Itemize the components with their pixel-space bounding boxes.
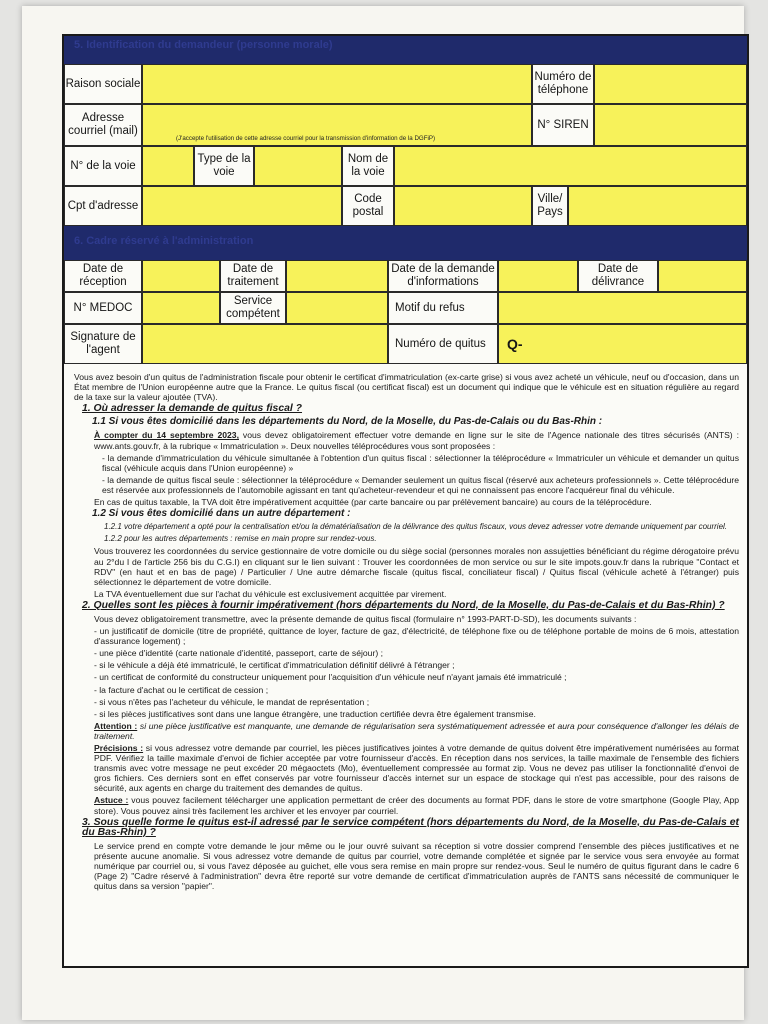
code-postal-label: Code postal — [342, 186, 394, 226]
ville-pays-field[interactable] — [568, 186, 747, 226]
piece-domicile: - un justificatif de domicile (titre de propriété, quittance de loyer, facture de gaz, d'électricité, de téléphone fixe ou de téléphone portable de moins de 6 mois, attestation d'assurance logement) ; — [94, 626, 739, 647]
admin-section-header — [64, 226, 747, 260]
admin-section-title: 6. Cadre réservé à l'administration — [74, 235, 254, 247]
date-reception-field[interactable] — [142, 260, 220, 292]
question-1-2-heading: 1.2 Si vous êtes domicilié dans un autre département : — [92, 508, 351, 520]
piece-certificat-etranger: - si le véhicule a déjà été immatriculé, le certificat d'immatriculation définitif délivré à l'étranger ; — [94, 660, 455, 671]
identity-section-title: 5. Identification du demandeur (personne morale) — [74, 39, 333, 51]
cpt-adresse-field[interactable] — [142, 186, 342, 226]
piece-conformite: - un certificat de conformité du constructeur uniquement pour l'acquisition d'un véhicule neuf n'ayant jamais été immatriculé ; — [94, 672, 567, 683]
question-3-body: Le service prend en compte votre demande le jour même ou le jour ouvré suivant sa réception si votre dossier comprend l'ensemble des pièces justificatives et ne présente aucune anomalie. Si vous adressez votre demande de quitus par courriel, votre demande complétée et signée par le service vous sera envoyée au format numérique par courriel ou, si vous l'avez déposée au guichet, elle vous sera remise en main propre sur rendez-vous. Seul le numéro de quitus figurant dans le cadre 6 (Page 2) "Cadre réservé à l'administration" devra être reporté sur votre demande de certificat d'immatriculation auprès de l'ANTS sans nécessité de communiquer le quitus dans sa version "papier". — [94, 840, 739, 892]
date-traitement-label: Date de traitement — [220, 260, 286, 292]
astuce-paragraph: Astuce : vous pouvez facilement télécharger une application permettant de créer des documents au format PDF, dans le store de votre smartphone (Google Play, App store). Vous pouvez ainsi très facilement les archiver et les envoyer par courriel. — [94, 795, 739, 816]
courriel-label: Adresse courriel (mail) — [64, 104, 142, 146]
service-competent-label: Service compétent — [220, 292, 286, 324]
coordonnees-paragraph: Vous trouverez les coordonnées du service gestionnaire de votre domicile ou du siège social (personnes morales non assujetties bénéficiant du régime dérogatoire prévu au 2°du I de l'article 256 bis du C.G.I) en cliquant sur le lien suivant : Trouver les coordonnées de mon service ou sur le site impots.gouv.fr dans la rubrique "Contact et RDV" (en haut et en bas de page) / Particulier / Une autre démarche fiscale (quitus fiscal, conciliateur fiscal) / Quitus fiscal (véhicule acheté à l'étranger) puis sélectionnez le département de votre domicile. — [94, 546, 739, 587]
siren-field[interactable] — [594, 104, 747, 146]
teleprocedure-2: - la demande de quitus fiscal seule : sélectionner la téléprocédure « Demander seulement un quitus fiscal (réservé aux acheteurs professionnels ». Cette téléprocédure est réservée aux professionnels de l'automobile agissant en tant qu'acheteur-revendeur et qui ne connaissent pas encore l'acquéreur final du véhicule. — [102, 474, 739, 495]
numero-voie-field[interactable] — [142, 146, 194, 186]
date-demande-info-label: Date de la demande d'informations — [388, 260, 498, 292]
raison-sociale-field[interactable] — [142, 64, 532, 104]
numero-quitus-label: Numéro de quitus — [388, 324, 498, 364]
date-delivrance-label: Date de délivrance — [578, 260, 658, 292]
piece-facture: - la facture d'achat ou le certificat de cession ; — [94, 684, 269, 695]
medoc-label: N° MEDOC — [64, 292, 142, 324]
numero-quitus-field[interactable]: Q- — [498, 324, 747, 364]
identity-section-header — [64, 36, 747, 64]
piece-identite: - une pièce d'identité (carte nationale d'identité, passeport, carte de séjour) ; — [94, 648, 383, 659]
motif-refus-label: Motif du refus — [388, 292, 498, 324]
case-1-2-2: 1.2.2 pour les autres départements : remise en main propre sur rendez-vous. — [104, 534, 377, 544]
teleprocedure-1: - la demande d'immatriculation du véhicule simultanée à l'obtention d'un quitus fiscal : sélectionner la téléprocédure « Immatriculer un véhicule et demander un quitus fiscal (véhicule acquis dans l'Union européenne) » — [102, 452, 739, 473]
siren-label: N° SIREN — [532, 104, 594, 146]
signature-agent-field[interactable] — [142, 324, 388, 364]
date-demande-info-field[interactable] — [498, 260, 578, 292]
piece-traduction: - si les pièces justificatives sont dans une langue étrangère, une traduction certifiée devra être également transmise. — [94, 708, 536, 719]
nom-voie-field[interactable] — [394, 146, 747, 186]
courriel-consent-note: (J'accepte l'utilisation de cette adresse courriel pour la transmission d'information de la DGFiP) — [176, 135, 436, 142]
attention-paragraph: Attention : si une pièce justificative est manquante, une demande de régularisation sera systématiquement adressée et aura pour conséquence d'allonger les délais de traitement. — [94, 720, 739, 741]
signature-agent-label: Signature de l'agent — [64, 324, 142, 364]
question-1-heading: 1. Où adresser la demande de quitus fiscal ? — [82, 403, 303, 415]
type-voie-label: Type de la voie — [194, 146, 254, 186]
raison-sociale-label: Raison sociale — [64, 64, 142, 104]
tva-virement-paragraph: La TVA éventuellement due sur l'achat du véhicule est exclusivement acquittée par virement. — [94, 588, 447, 599]
date-lead: À compter du 14 septembre 2023, — [94, 430, 239, 441]
code-postal-field[interactable] — [394, 186, 532, 226]
pieces-intro: Vous devez obligatoirement transmettre, avec la présente demande de quitus fiscal (formulaire n° 1993-PART-D-SD), les documents suivants : — [94, 613, 637, 624]
ville-pays-label: Ville/ Pays — [532, 186, 568, 226]
precisions-paragraph: Précisions : si vous adressez votre demande par courriel, les pièces justificatives jointes à votre demande de quitus doivent être impérativement numérisées au format PDF. Vérifiez la taille maximale d'envoi de fichier acceptée par votre fournisseur d'accès. En réception dans nos services, la taille maximale de l'ensemble des fichiers transmis avec votre message ne peut excéder 20 mégaoctets (Mo), éventuellement compressée au format zip. Vous ne devez pas utiliser la fonctionnalité d'envoi de gros fichiers. Ces derniers sont en effet conservés par votre fournisseur d'accès internet sur un espace de stockage qui n'est pas accessible, pour des raisons de sécurité, aux agents en charge du traitement des demandes de quitus. — [94, 743, 739, 794]
telephone-label: Numéro de téléphone — [532, 64, 594, 104]
service-competent-field[interactable] — [286, 292, 388, 324]
date-traitement-field[interactable] — [286, 260, 388, 292]
question-2-heading: 2. Quelles sont les pièces à fournir impérativement (hors départements du Nord, de la Moselle, du Pas-de-Calais et du Bas-Rhin) ? — [82, 599, 725, 611]
motif-refus-field[interactable] — [498, 292, 747, 324]
instructions-text — [74, 366, 739, 893]
telephone-field[interactable] — [594, 64, 747, 104]
medoc-field[interactable] — [142, 292, 220, 324]
date-reception-label: Date de réception — [64, 260, 142, 292]
type-voie-field[interactable] — [254, 146, 342, 186]
question-3-heading: 3. Sous quelle forme le quitus est-il adressé par le service compétent (hors départements du Nord, de la Moselle, du Pas-de-Calais et du Bas-Rhin) ? — [82, 816, 739, 838]
case-1-2-1: 1.2.1 votre département a opté pour la centralisation et/ou la dématérialisation de la délivrance des quitus fiscaux, vous devez adresser votre demande uniquement par courriel. — [104, 522, 728, 532]
ants-paragraph — [74, 430, 739, 450]
tva-paragraph: En cas de quitus taxable, la TVA doit être impérativement acquittée (par carte bancaire ou par prélèvement bancaire) au cours de la téléprocédure. — [94, 497, 652, 508]
date-rest: vous devez obligatoirement effectuer votre demande en ligne sur le site de l'Agence nationale des titres sécurisés (ANTS) : www.ants.gouv.fr, à la rubrique « Immatriculation ». Deux nouvelles téléprocédures vous sont proposées : — [94, 430, 740, 451]
nom-voie-label: Nom de la voie — [342, 146, 394, 186]
numero-voie-label: N° de la voie — [64, 146, 142, 186]
quitus-form — [62, 34, 749, 968]
intro-paragraph: Vous avez besoin d'un quitus de l'administration fiscale pour obtenir le certificat d'immatriculation (ex-carte grise) si vous avez acheté un véhicule, neuf ou d'occasion, dans un État membre de l'Union européenne autre que la France. Le quitus fiscal (ou certificat fiscal) est un document qui indique que le véhicule est en situation régulière au regard de la taxe sur la valeur ajoutée (TVA). — [74, 372, 739, 403]
piece-mandat: - si vous n'êtes pas l'acheteur du véhicule, le mandat de représentation ; — [94, 696, 370, 707]
question-1-1-heading: 1.1 Si vous êtes domicilié dans les départements du Nord, de la Moselle, du Pas-de-Calais ou du Bas-Rhin : — [92, 416, 603, 428]
cpt-adresse-label: Cpt d'adresse — [64, 186, 142, 226]
date-delivrance-field[interactable] — [658, 260, 747, 292]
